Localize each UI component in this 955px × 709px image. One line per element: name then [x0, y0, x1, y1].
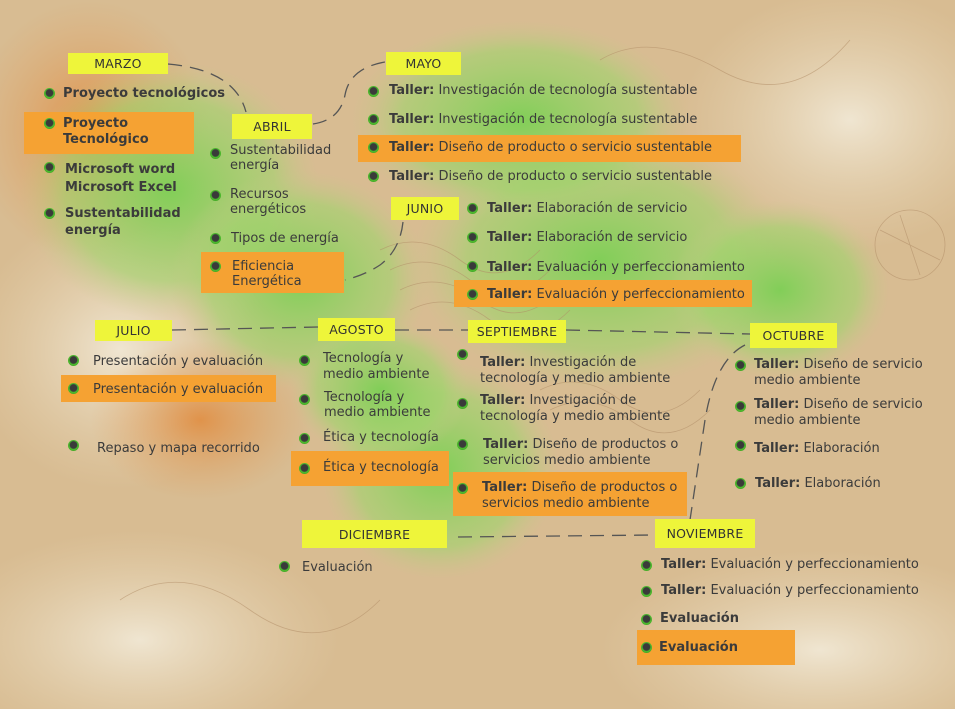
month-julio: JULIO — [95, 320, 172, 341]
list-item: Microsoft word Microsoft Excel — [65, 162, 177, 195]
bullet-icon — [641, 642, 652, 653]
list-item: Tecnología y medio ambiente — [324, 390, 431, 420]
bullet-icon — [44, 162, 55, 173]
list-item: Taller: Investigación de tecnología y medio ambiente — [480, 393, 671, 424]
list-item: Evaluación — [660, 611, 739, 626]
bullet-icon — [735, 401, 746, 412]
bullet-icon — [641, 560, 652, 571]
list-item: Taller: Diseño de servicio medio ambiente — [754, 357, 923, 388]
list-item: Presentación y evaluación — [93, 354, 264, 369]
list-item: Ética y tecnología — [323, 460, 439, 475]
bullet-icon — [210, 261, 221, 272]
month-noviembre: NOVIEMBRE — [655, 519, 755, 548]
list-item: Taller: Diseño de productos o servicios medio ambiente — [483, 437, 679, 468]
bullet-icon — [457, 483, 468, 494]
bullet-icon — [210, 190, 221, 201]
bullet-icon — [641, 586, 652, 597]
list-item: Recursos energéticos — [230, 187, 307, 217]
bullet-icon — [735, 478, 746, 489]
list-item: Sustentabilidad energía — [65, 206, 181, 238]
bullet-icon — [299, 394, 310, 405]
list-item: Taller: Evaluación y perfeccionamiento — [487, 287, 745, 302]
list-item: Taller: Diseño de producto o servicio sustentable — [389, 140, 713, 155]
bullet-icon — [299, 463, 310, 474]
list-item: Taller: Investigación de tecnología sustentable — [389, 83, 698, 98]
list-item: Taller: Evaluación y perfeccionamiento — [661, 557, 919, 572]
list-item: Repaso y mapa recorrido — [97, 441, 260, 456]
bullet-icon — [299, 355, 310, 366]
bullet-icon — [299, 433, 310, 444]
month-octubre: OCTUBRE — [750, 323, 837, 348]
month-agosto: AGOSTO — [318, 318, 395, 341]
list-item: Proyecto Tecnológico — [63, 116, 149, 147]
month-junio: JUNIO — [391, 197, 459, 220]
list-item: Taller: Diseño de producto o servicio sustentable — [389, 169, 713, 184]
list-item: Tecnología y medio ambiente — [323, 351, 430, 382]
list-item: Taller: Evaluación y perfeccionamiento — [661, 583, 919, 598]
month-marzo: MARZO — [68, 53, 168, 74]
bullet-icon — [457, 439, 468, 450]
list-item: Taller: Investigación de tecnología y medio ambiente — [480, 355, 671, 386]
bullet-icon — [467, 289, 478, 300]
list-item: Ética y tecnología — [323, 430, 439, 445]
list-item: Taller: Evaluación y perfeccionamiento — [487, 260, 745, 275]
list-item: Tipos de energía — [231, 231, 339, 246]
bullet-icon — [641, 614, 652, 625]
bullet-icon — [44, 88, 55, 99]
list-item: Evaluación — [659, 640, 738, 655]
month-diciembre: DICIEMBRE — [302, 520, 447, 548]
bullet-icon — [68, 383, 79, 394]
bullet-icon — [735, 360, 746, 371]
month-septiembre: SEPTIEMBRE — [468, 320, 566, 343]
bullet-icon — [457, 398, 468, 409]
list-item: Taller: Diseño de productos o servicios medio ambiente — [482, 480, 678, 511]
list-item: Taller: Elaboración — [755, 476, 881, 491]
list-item: Taller: Elaboración de servicio — [487, 230, 688, 245]
bullet-icon — [210, 233, 221, 244]
bullet-icon — [210, 148, 221, 159]
list-item: Eficiencia Energética — [232, 259, 302, 289]
bullet-icon — [368, 142, 379, 153]
bullet-icon — [457, 349, 468, 360]
bullet-icon — [279, 561, 290, 572]
list-item: Evaluación — [302, 560, 373, 575]
list-item: Proyecto tecnológicos — [63, 86, 225, 101]
bullet-icon — [44, 208, 55, 219]
list-item: Taller: Diseño de servicio medio ambiente — [754, 397, 923, 428]
bullet-icon — [735, 440, 746, 451]
month-mayo: MAYO — [386, 52, 461, 75]
list-item: Presentación y evaluación — [93, 382, 264, 397]
bullet-icon — [368, 114, 379, 125]
bullet-icon — [467, 232, 478, 243]
bullet-icon — [467, 261, 478, 272]
bullet-icon — [68, 440, 79, 451]
bullet-icon — [44, 118, 55, 129]
list-item: Taller: Elaboración de servicio — [487, 201, 688, 216]
bullet-icon — [368, 171, 379, 182]
bullet-icon — [368, 86, 379, 97]
list-item: Taller: Investigación de tecnología sustentable — [389, 112, 698, 127]
month-abril: ABRIL — [232, 114, 312, 139]
list-item: Taller: Elaboración — [754, 441, 880, 456]
bullet-icon — [467, 203, 478, 214]
bullet-icon — [68, 355, 79, 366]
list-item: Sustentabilidad energía — [230, 143, 332, 173]
